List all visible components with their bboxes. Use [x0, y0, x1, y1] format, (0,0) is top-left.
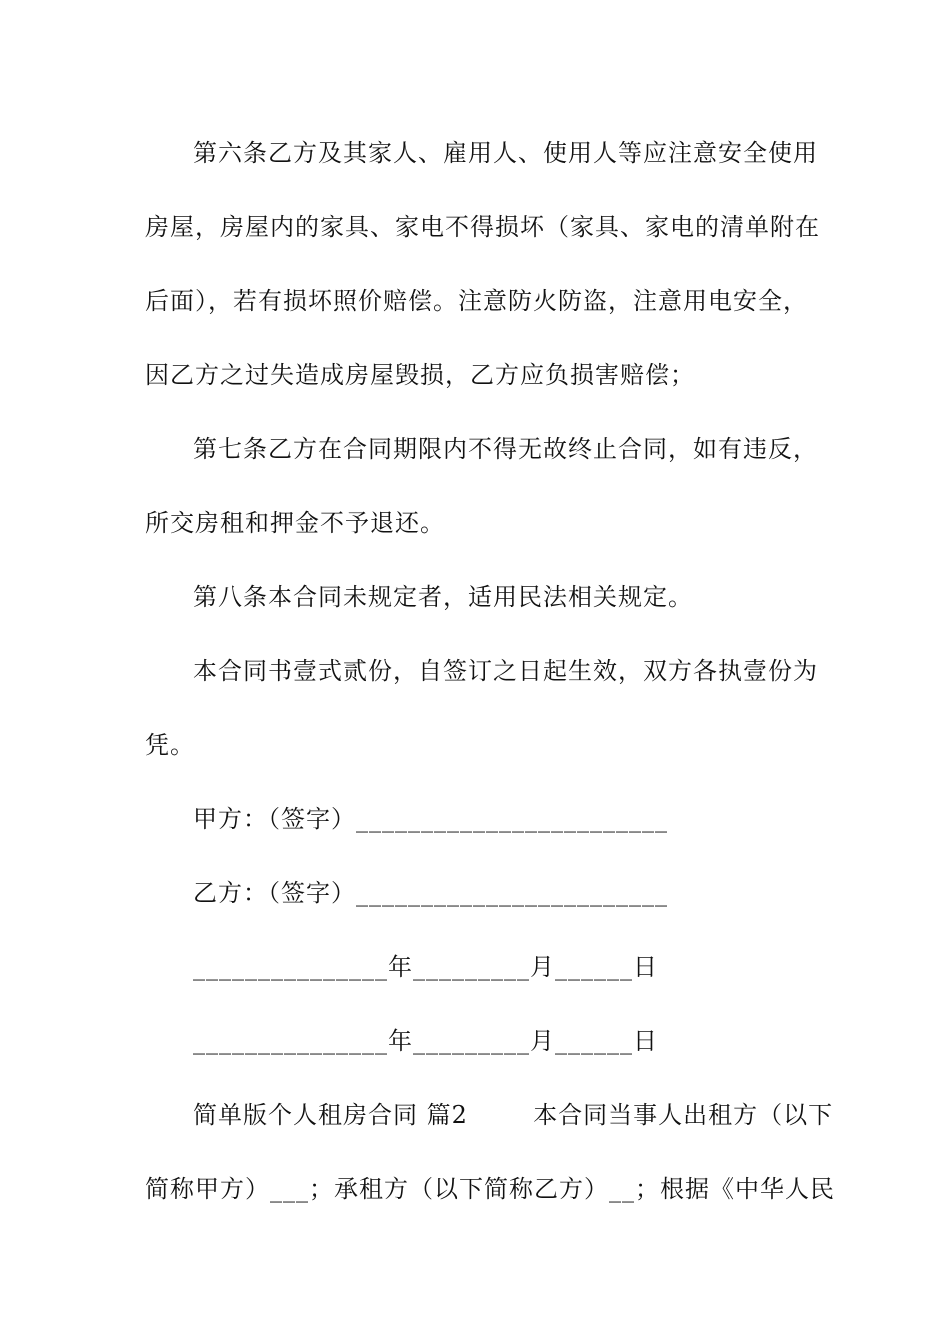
- paragraph-line: 第七条乙方在合同期限内不得无故终止合同，如有违反，: [193, 435, 818, 463]
- paragraph-line: 简称甲方）___；承租方（以下简称乙方）__；根据《中华人民: [145, 1175, 835, 1203]
- section-heading-line: [193, 1099, 858, 1131]
- date-line: _______________年_________月______日: [193, 1027, 658, 1055]
- paragraph-line: 后面），若有损坏照价赔偿。注意防火防盗，注意用电安全，: [145, 287, 808, 315]
- paragraph-line: 凭。: [145, 731, 195, 759]
- paragraph-line: 第八条本合同未规定者，适用民法相关规定。: [193, 583, 693, 611]
- date-line: _______________年_________月______日: [193, 953, 658, 981]
- party-a-signature-line: 甲方：（签字）________________________: [193, 805, 668, 833]
- paragraph-line: 所交房租和押金不予退还。: [145, 509, 445, 537]
- paragraph-line: 第六条乙方及其家人、雇用人、使用人等应注意安全使用: [193, 139, 818, 167]
- paragraph-text: 本合同当事人出租方（以下: [533, 1101, 834, 1129]
- paragraph-line: 因乙方之过失造成房屋毁损，乙方应负损害赔偿；: [145, 361, 695, 389]
- paragraph-line: 本合同书壹式贰份，自签订之日起生效，双方各执壹份为: [193, 657, 818, 685]
- party-b-signature-line: 乙方：（签字）________________________: [193, 879, 668, 907]
- section-heading: 简单版个人租房合同 篇2: [193, 1101, 468, 1129]
- paragraph-line: 房屋，房屋内的家具、家电不得损坏（家具、家电的清单附在: [145, 213, 820, 241]
